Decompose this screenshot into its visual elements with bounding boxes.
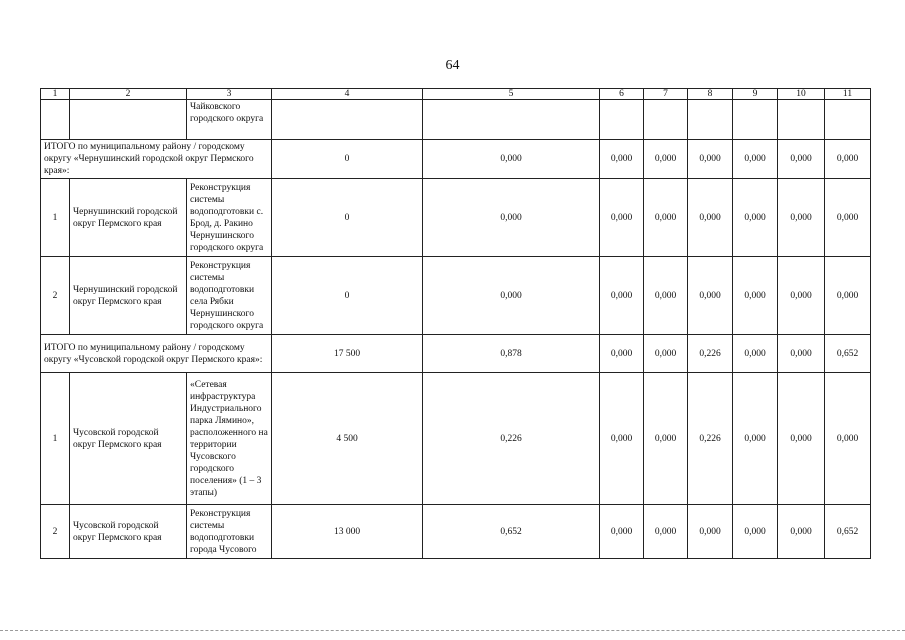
table-cell	[733, 100, 778, 140]
continuation-row	[41, 100, 871, 140]
municipality-cell: Чернушинский городской округ Пермского края	[70, 179, 187, 257]
row-number: 2	[41, 505, 70, 559]
column-number: 10	[778, 89, 825, 100]
table-cell: 4 500	[272, 373, 423, 505]
table-cell: 0,000	[733, 140, 778, 179]
project-cell: Чайковского городского округа	[187, 100, 272, 140]
project-cell: Реконструкция системы водоподготовки села Рябки Чернушинского городского округа	[187, 257, 272, 335]
column-number: 9	[733, 89, 778, 100]
municipality-cell: Чернушинский городской округ Пермского края	[70, 257, 187, 335]
column-number: 2	[70, 89, 187, 100]
table-cell: 0,000	[778, 257, 825, 335]
table-cell: 0,000	[688, 179, 733, 257]
table-cell: 0,000	[688, 140, 733, 179]
table-cell: 0,000	[644, 373, 688, 505]
table-cell: 0,652	[825, 335, 871, 373]
table-cell: 0,226	[423, 373, 600, 505]
table-cell: 0,000	[423, 140, 600, 179]
table-cell: 17 500	[272, 335, 423, 373]
table-cell	[644, 100, 688, 140]
column-number: 1	[41, 89, 70, 100]
column-number-row	[41, 89, 871, 100]
table-cell: 0,000	[644, 335, 688, 373]
row-number: 1	[41, 179, 70, 257]
table-cell: 0	[272, 140, 423, 179]
table-cell: 0	[272, 179, 423, 257]
table-cell	[272, 100, 423, 140]
table-cell: 0,000	[733, 373, 778, 505]
table-cell	[688, 100, 733, 140]
investment-table	[40, 88, 871, 559]
column-number: 8	[688, 89, 733, 100]
table-cell: 0,000	[825, 140, 871, 179]
table-cell	[778, 100, 825, 140]
table-cell: 0,000	[644, 140, 688, 179]
column-number: 6	[600, 89, 644, 100]
subtotal-label: ИТОГО по муниципальному району / городскому округу «Чернушинский городской округ Пермского края»:	[41, 140, 272, 179]
row-number: 1	[41, 373, 70, 505]
table-cell: 0,000	[733, 257, 778, 335]
column-number: 5	[423, 89, 600, 100]
table-cell: 0,000	[825, 373, 871, 505]
table-cell: 0,000	[688, 257, 733, 335]
column-number: 11	[825, 89, 871, 100]
table-cell: 0,000	[778, 335, 825, 373]
project-cell: «Сетевая инфраструктура Индустриального парка Лямино», расположенного на территории Чусовского городского поселения» (1 – 3 этапы)	[187, 373, 272, 505]
table-cell	[423, 100, 600, 140]
column-number: 3	[187, 89, 272, 100]
column-number: 4	[272, 89, 423, 100]
project-cell: Реконструкция системы водоподготовки города Чусового	[187, 505, 272, 559]
table-cell: 0,000	[644, 179, 688, 257]
table-cell: 0,226	[688, 373, 733, 505]
table-cell	[600, 100, 644, 140]
table-cell: 0,000	[423, 257, 600, 335]
table-cell: 0	[272, 257, 423, 335]
column-number: 7	[644, 89, 688, 100]
table-cell: 0,000	[600, 140, 644, 179]
table-cell: 0,000	[600, 257, 644, 335]
page-number: 64	[445, 58, 460, 73]
table-cell: 0,000	[733, 179, 778, 257]
table-cell: 0,000	[733, 335, 778, 373]
table-row	[41, 257, 871, 335]
table-cell: 0,000	[644, 505, 688, 559]
table-cell: 13 000	[272, 505, 423, 559]
row-number: 2	[41, 257, 70, 335]
table-row	[41, 373, 871, 505]
municipality-cell: Чусовской городской округ Пермского края	[70, 373, 187, 505]
table-cell: 0,652	[423, 505, 600, 559]
table-cell: 0,000	[644, 257, 688, 335]
project-cell: Реконструкция системы водоподготовки с. Брод, д. Ракино Чернушинского городского округа	[187, 179, 272, 257]
table-cell: 0,878	[423, 335, 600, 373]
table-row	[41, 505, 871, 559]
table-cell: 0,652	[825, 505, 871, 559]
table-cell: 0,000	[423, 179, 600, 257]
subtotal-row	[41, 335, 871, 373]
subtotal-row	[41, 140, 871, 179]
table-cell: 0,000	[600, 373, 644, 505]
table-cell: 0,000	[825, 179, 871, 257]
table-cell: 0,000	[778, 505, 825, 559]
table-cell: 0,000	[688, 505, 733, 559]
page-edge-divider	[0, 630, 905, 631]
table-cell	[825, 100, 871, 140]
table-cell: 0,000	[778, 140, 825, 179]
table-cell: 0,000	[778, 373, 825, 505]
table-cell	[41, 100, 70, 140]
table-cell: 0,000	[600, 505, 644, 559]
table-cell: 0,000	[733, 505, 778, 559]
table-cell: 0,226	[688, 335, 733, 373]
table-cell: 0,000	[600, 179, 644, 257]
table-cell: 0,000	[825, 257, 871, 335]
table-cell	[70, 100, 187, 140]
table-cell: 0,000	[778, 179, 825, 257]
subtotal-label: ИТОГО по муниципальному району / городскому округу «Чусовской городской округ Пермского края»:	[41, 335, 272, 373]
municipality-cell: Чусовской городской округ Пермского края	[70, 505, 187, 559]
table-row	[41, 179, 871, 257]
table-cell: 0,000	[600, 335, 644, 373]
